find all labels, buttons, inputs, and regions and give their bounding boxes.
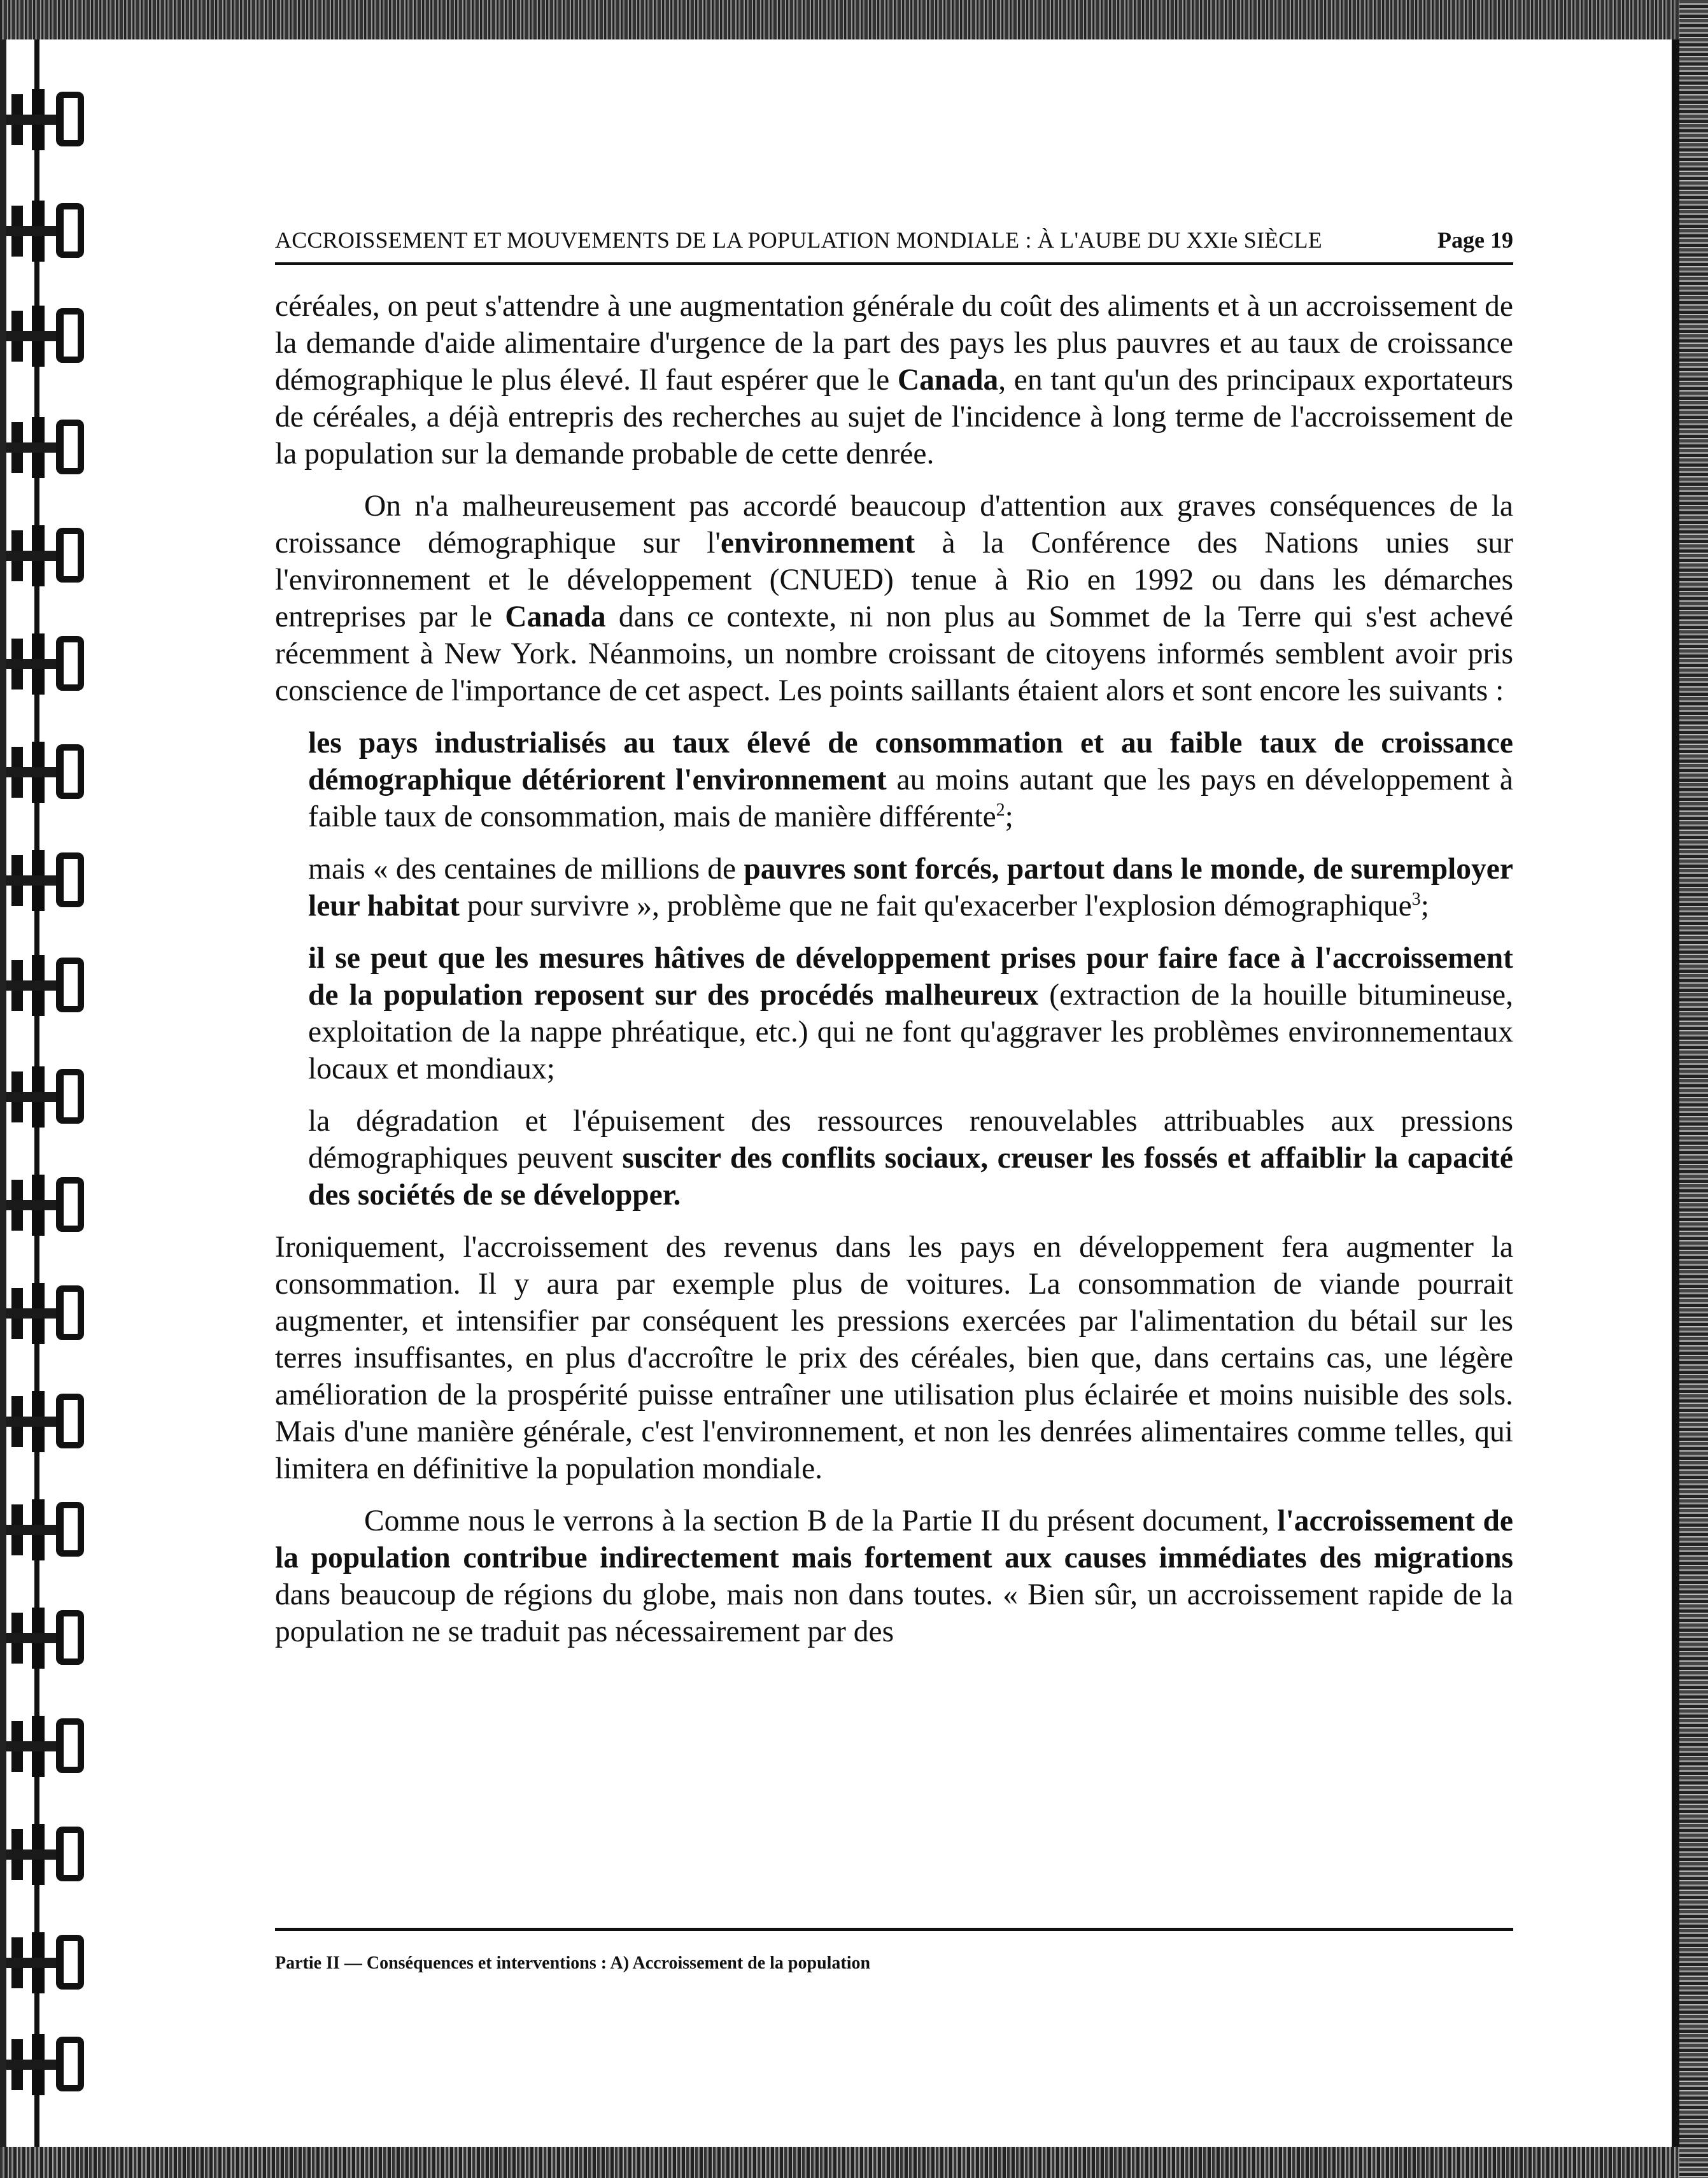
document-body xyxy=(275,288,1513,1665)
footer-rule xyxy=(275,1928,1513,1931)
scan-edge-right xyxy=(1672,39,1679,2147)
text-run: Ironiquement, l'accroissement des revenus dans les pays en développement fera augmenter la consommation. Il y aura par exemple plus de voitures. La consommation de viande pourrait augmenter, et intensifier par conséquent les pressions exercées par l'alimentation du bétail sur les terres insuffisantes, en plus d'accroître le prix des céréales, bien que, dans certains cas, une légère amélioration de la prospérité puisse entraîner une utilisation plus éclairée et moins nuisible des sols. Mais d'une manière générale, c'est l'environnement, et non les denrées alimentaires comme telles, qui limitera en définitive la population mondiale. xyxy=(275,1231,1513,1485)
binding-ring xyxy=(6,1283,89,1344)
scan-border-right xyxy=(1679,0,1708,2178)
binding-ring xyxy=(6,1175,89,1236)
binding-ring xyxy=(6,417,89,478)
running-header xyxy=(275,223,1513,265)
binding-ring xyxy=(6,633,89,695)
footnote-ref: 3 xyxy=(1411,889,1421,910)
text-run: (extraction de la houille bitumineuse, exploitation de la nappe phréatique, etc.) qui ne font qu'aggraver les problèmes environnementaux locaux et mondiaux; xyxy=(308,979,1514,1085)
text-run: à la Conférence des Nations unies sur l'environnement et le développement (CNUED) tenue à Rio en 1992 ou dans les démarches entreprises par le xyxy=(275,527,1513,633)
binding-ring xyxy=(6,742,89,803)
binding-ring xyxy=(6,2034,89,2095)
scan-border-bottom xyxy=(0,2147,1708,2178)
bold-run: Canada xyxy=(505,600,606,633)
running-footer: Partie II — Conséquences et interventions : A) Accroissement de la population xyxy=(275,1953,871,1973)
bold-run: environnement xyxy=(721,527,915,560)
binding-ring xyxy=(6,1066,89,1128)
text-run: la dégradation et l'épuisement des ressources renouvelables attribuables aux pressions démographiques peuvent xyxy=(308,1105,1513,1175)
paragraph xyxy=(275,1229,1513,1487)
text-run: mais « des centaines de millions de xyxy=(308,852,744,886)
header-title: ACCROISSEMENT ET MOUVEMENTS DE LA POPULATION MONDIALE : À L'AUBE DU XXIe SIÈCLE xyxy=(275,227,1322,253)
text-run: au moins autant que les pays en développement à faible taux de consommation, mais de manière différente xyxy=(308,763,1513,833)
bold-run: pauvres sont forcés, partout dans le monde, de suremployer leur habitat xyxy=(308,852,1513,923)
bold-run: l'accroissement de la population contribue indirectement mais fortement aux causes immédiates des migrations xyxy=(275,1504,1513,1574)
text-run: Comme nous le verrons à la section B de la Partie II du présent document, xyxy=(364,1504,1278,1538)
text-run: On n'a malheureusement pas accordé beaucoup d'attention aux graves conséquences de la croissance démographique sur l' xyxy=(275,490,1513,560)
bold-run: les pays industrialisés au taux élevé de consommation et au faible taux de croissance démographique détériorent l'environnement xyxy=(308,726,1513,796)
list-item xyxy=(308,940,1513,1087)
list-item xyxy=(308,1103,1513,1213)
text-run: pour survivre », problème que ne fait qu'exacerber l'explosion démographique xyxy=(459,889,1412,923)
paragraph xyxy=(275,1503,1513,1650)
bold-run: susciter des conflits sociaux, creuser les fossés et affaiblir la capacité des sociétés de se développer. xyxy=(308,1142,1514,1212)
text-run: dans ce contexte, ni non plus au Sommet de la Terre qui s'est achevé récemment à New York. Néanmoins, un nombre croissant de citoyens informés semblent avoir pris conscience de l'importance de cet aspect. Les points saillants étaient alors et sont encore les suivants : xyxy=(275,600,1513,707)
spiral-binding xyxy=(0,0,102,2178)
binding-ring xyxy=(6,850,89,911)
bold-run: Canada xyxy=(897,364,999,397)
binding-ring xyxy=(6,201,89,262)
footnote-ref: 2 xyxy=(996,800,1005,821)
text-run: dans beaucoup de régions du globe, mais non dans toutes. « Bien sûr, un accroissement rapide de la population ne se traduit pas nécessairement par des xyxy=(275,1578,1513,1648)
binding-ring xyxy=(6,1716,89,1777)
binding-ring xyxy=(6,1824,89,1885)
page-number: Page 19 xyxy=(1437,227,1513,253)
list-item xyxy=(308,725,1513,835)
binding-ring xyxy=(6,525,89,586)
paragraph xyxy=(275,288,1513,472)
binding-ring xyxy=(6,1391,89,1452)
text-run: , en tant qu'un des principaux exportateurs de céréales, a déjà entrepris des recherches au sujet de l'incidence à long terme de l'accroissement de la population sur la demande probable de cette denrée. xyxy=(275,364,1513,470)
text-run: céréales, on peut s'attendre à une augmentation générale du coût des aliments et à un accroissement de la demande d'aide alimentaire d'urgence de la part des pays les plus pauvres et au taux de croissance démographique le plus élevé. Il faut espérer que le xyxy=(275,290,1513,397)
scan-border-top xyxy=(0,0,1708,39)
binding-ring xyxy=(6,1499,89,1560)
binding-ring xyxy=(6,1932,89,1993)
binding-ring xyxy=(6,89,89,150)
binding-ring xyxy=(6,1608,89,1669)
list-item xyxy=(308,851,1513,924)
bold-run: il se peut que les mesures hâtives de développement prises pour faire face à l'accroissement de la population reposent sur des procédés malheureux xyxy=(308,942,1513,1012)
binding-ring xyxy=(6,955,89,1016)
binding-ring xyxy=(6,306,89,367)
text-run: ; xyxy=(1420,889,1429,923)
text-run: ; xyxy=(1005,800,1013,833)
paragraph xyxy=(275,488,1513,709)
